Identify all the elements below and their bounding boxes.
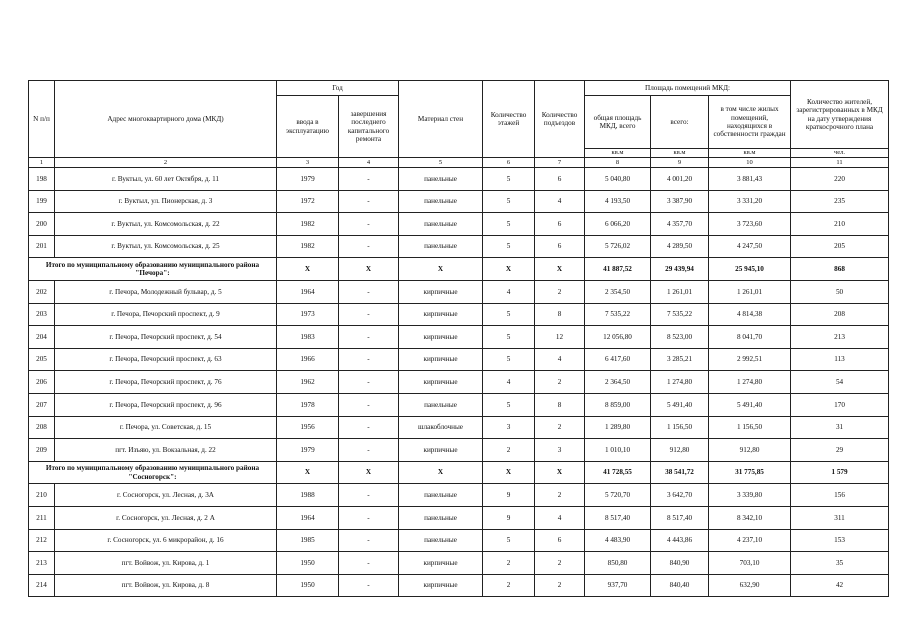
cell-repair: - bbox=[339, 574, 399, 597]
cell-residents: 153 bbox=[791, 529, 889, 552]
cell-area-citizens: 4 814,38 bbox=[709, 303, 791, 326]
cell-residents: 213 bbox=[791, 326, 889, 349]
cell-area-living: 29 439,94 bbox=[651, 258, 709, 281]
cell-n: 210 bbox=[29, 484, 55, 507]
cell-repair: - bbox=[339, 393, 399, 416]
column-number: 7 bbox=[535, 158, 585, 168]
cell-area-total: 1 289,80 bbox=[585, 416, 651, 439]
table-row bbox=[29, 484, 889, 507]
cell-area-total: 4 193,50 bbox=[585, 190, 651, 213]
cell-entrances: 4 bbox=[535, 190, 585, 213]
cell-residents: 170 bbox=[791, 393, 889, 416]
header-area-group: Площадь помещений МКД: bbox=[585, 81, 791, 96]
cell-address: г. Вуктыл, ул. 60 лет Октября, д. 11 bbox=[55, 168, 277, 191]
cell-area-citizens: 31 775,85 bbox=[709, 461, 791, 484]
cell-year: 1964 bbox=[277, 280, 339, 303]
cell-floors: 5 bbox=[483, 529, 535, 552]
column-number: 6 bbox=[483, 158, 535, 168]
unit-area-total: кв.м bbox=[585, 149, 651, 158]
table-row bbox=[29, 529, 889, 552]
cell-year: 1950 bbox=[277, 552, 339, 575]
cell-floors: 4 bbox=[483, 280, 535, 303]
cell-area-living: 840,90 bbox=[651, 552, 709, 575]
cell-entrances: 6 bbox=[535, 529, 585, 552]
header-year-repair: завершения последнего капитального ремонта bbox=[339, 96, 399, 158]
column-number: 5 bbox=[399, 158, 483, 168]
cell-floors: 5 bbox=[483, 213, 535, 236]
cell-floors: 2 bbox=[483, 574, 535, 597]
cell-n: 207 bbox=[29, 393, 55, 416]
cell-floors: 5 bbox=[483, 348, 535, 371]
cell-year: 1979 bbox=[277, 439, 339, 462]
cell-year: 1966 bbox=[277, 348, 339, 371]
cell-area-total: 6 066,20 bbox=[585, 213, 651, 236]
cell-area-total: 5 726,02 bbox=[585, 235, 651, 258]
cell-address: г. Сосногорск, ул. 6 микрорайон, д. 16 bbox=[55, 529, 277, 552]
cell-residents: 1 579 bbox=[791, 461, 889, 484]
cell-area-living: 4 443,86 bbox=[651, 529, 709, 552]
cell-repair: - bbox=[339, 213, 399, 236]
cell-n: 206 bbox=[29, 371, 55, 394]
table-body bbox=[29, 168, 889, 597]
cell-area-citizens: 4 247,50 bbox=[709, 235, 791, 258]
cell-n: 211 bbox=[29, 506, 55, 529]
cell-n: 201 bbox=[29, 235, 55, 258]
cell-repair: - bbox=[339, 348, 399, 371]
cell-year: X bbox=[277, 258, 339, 281]
cell-floors: 2 bbox=[483, 439, 535, 462]
cell-wall: X bbox=[399, 258, 483, 281]
cell-address: г. Печора, ул. Советская, д. 15 bbox=[55, 416, 277, 439]
cell-entrances: X bbox=[535, 258, 585, 281]
cell-area-living: 7 535,22 bbox=[651, 303, 709, 326]
cell-wall: кирпичные bbox=[399, 303, 483, 326]
cell-residents: 50 bbox=[791, 280, 889, 303]
cell-year: X bbox=[277, 461, 339, 484]
cell-floors: 5 bbox=[483, 326, 535, 349]
cell-area-total: 1 010,10 bbox=[585, 439, 651, 462]
cell-address: г. Печора, Печорский проспект, д. 96 bbox=[55, 393, 277, 416]
table-row bbox=[29, 348, 889, 371]
cell-repair: X bbox=[339, 461, 399, 484]
cell-year: 1962 bbox=[277, 371, 339, 394]
header-area-living-total: всего: bbox=[651, 96, 709, 149]
cell-area-total: 41 887,52 bbox=[585, 258, 651, 281]
cell-area-living: 8 523,00 bbox=[651, 326, 709, 349]
cell-address: пгт. Войвож, ул. Кирова, д. 1 bbox=[55, 552, 277, 575]
table-row bbox=[29, 574, 889, 597]
cell-repair: - bbox=[339, 168, 399, 191]
cell-wall: панельные bbox=[399, 529, 483, 552]
cell-area-citizens: 3 339,80 bbox=[709, 484, 791, 507]
document-page bbox=[28, 80, 888, 597]
cell-residents: 31 bbox=[791, 416, 889, 439]
cell-residents: 235 bbox=[791, 190, 889, 213]
cell-repair: - bbox=[339, 484, 399, 507]
column-number: 9 bbox=[651, 158, 709, 168]
cell-floors: 4 bbox=[483, 371, 535, 394]
cell-area-total: 5 720,70 bbox=[585, 484, 651, 507]
header-area-total: общая площадь МКД, всего bbox=[585, 96, 651, 149]
cell-repair: - bbox=[339, 280, 399, 303]
cell-n: 199 bbox=[29, 190, 55, 213]
cell-area-living: 4 289,50 bbox=[651, 235, 709, 258]
cell-n: 214 bbox=[29, 574, 55, 597]
cell-area-total: 8 517,40 bbox=[585, 506, 651, 529]
cell-area-living: 1 261,01 bbox=[651, 280, 709, 303]
cell-year: 1956 bbox=[277, 416, 339, 439]
cell-residents: 311 bbox=[791, 506, 889, 529]
cell-wall: панельные bbox=[399, 484, 483, 507]
unit-residents: чел. bbox=[791, 149, 889, 158]
cell-repair: - bbox=[339, 506, 399, 529]
cell-wall: кирпичные bbox=[399, 552, 483, 575]
table-row bbox=[29, 190, 889, 213]
cell-area-citizens: 703,10 bbox=[709, 552, 791, 575]
cell-n: 205 bbox=[29, 348, 55, 371]
cell-entrances: 2 bbox=[535, 484, 585, 507]
cell-area-total: 41 728,55 bbox=[585, 461, 651, 484]
unit-area-living-citizens: кв.м bbox=[709, 149, 791, 158]
cell-wall: кирпичные bbox=[399, 371, 483, 394]
table-row bbox=[29, 280, 889, 303]
cell-area-total: 2 354,50 bbox=[585, 280, 651, 303]
cell-area-living: 3 642,70 bbox=[651, 484, 709, 507]
cell-entrances: 2 bbox=[535, 280, 585, 303]
cell-year: 1979 bbox=[277, 168, 339, 191]
cell-area-total: 8 859,00 bbox=[585, 393, 651, 416]
column-number: 3 bbox=[277, 158, 339, 168]
cell-wall: кирпичные bbox=[399, 348, 483, 371]
cell-area-living: 4 357,70 bbox=[651, 213, 709, 236]
table-row bbox=[29, 371, 889, 394]
cell-address: г. Вуктыл, ул. Пионерская, д. 3 bbox=[55, 190, 277, 213]
subtotal-row bbox=[29, 258, 889, 281]
cell-entrances: 8 bbox=[535, 393, 585, 416]
header-floors: Количество этажей bbox=[483, 81, 535, 158]
cell-area-citizens: 4 237,10 bbox=[709, 529, 791, 552]
cell-floors: X bbox=[483, 258, 535, 281]
cell-residents: 156 bbox=[791, 484, 889, 507]
cell-repair: X bbox=[339, 258, 399, 281]
cell-n: 198 bbox=[29, 168, 55, 191]
cell-wall: шлакоблочные bbox=[399, 416, 483, 439]
subtotal-row bbox=[29, 461, 889, 484]
cell-area-living: 840,40 bbox=[651, 574, 709, 597]
cell-entrances: 6 bbox=[535, 168, 585, 191]
cell-wall: панельные bbox=[399, 168, 483, 191]
cell-area-citizens: 1 261,01 bbox=[709, 280, 791, 303]
header-year-group: Год bbox=[277, 81, 399, 96]
cell-floors: 5 bbox=[483, 190, 535, 213]
cell-entrances: 8 bbox=[535, 303, 585, 326]
column-number: 11 bbox=[791, 158, 889, 168]
cell-n: 203 bbox=[29, 303, 55, 326]
cell-year: 1982 bbox=[277, 235, 339, 258]
header-entrances: Количество подъездов bbox=[535, 81, 585, 158]
cell-residents: 205 bbox=[791, 235, 889, 258]
cell-area-total: 2 364,50 bbox=[585, 371, 651, 394]
cell-wall: кирпичные bbox=[399, 574, 483, 597]
cell-area-citizens: 8 342,10 bbox=[709, 506, 791, 529]
header-address: Адрес многоквартирного дома (МКД) bbox=[55, 81, 277, 158]
cell-area-living: 1 156,50 bbox=[651, 416, 709, 439]
cell-area-citizens: 632,90 bbox=[709, 574, 791, 597]
cell-floors: 5 bbox=[483, 235, 535, 258]
cell-area-citizens: 3 331,20 bbox=[709, 190, 791, 213]
cell-n: 202 bbox=[29, 280, 55, 303]
header-area-living-citizens: в том числе жилых помещений, находящихся в собственности граждан bbox=[709, 96, 791, 149]
column-number-row bbox=[29, 158, 889, 168]
cell-area-living: 5 491,40 bbox=[651, 393, 709, 416]
cell-area-living: 4 001,20 bbox=[651, 168, 709, 191]
cell-repair: - bbox=[339, 371, 399, 394]
cell-area-living: 8 517,40 bbox=[651, 506, 709, 529]
cell-address: г. Печора, Печорский проспект, д. 54 bbox=[55, 326, 277, 349]
cell-year: 1950 bbox=[277, 574, 339, 597]
unit-area-living-total: кв.м bbox=[651, 149, 709, 158]
cell-entrances: 2 bbox=[535, 416, 585, 439]
cell-address: пгт. Войвож, ул. Кирова, д. 8 bbox=[55, 574, 277, 597]
cell-address: г. Сосногорск, ул. Лесная, д. 2 А bbox=[55, 506, 277, 529]
cell-address: г. Печора, Печорский проспект, д. 63 bbox=[55, 348, 277, 371]
table-row bbox=[29, 506, 889, 529]
header-year-commission: ввода в эксплуатацию bbox=[277, 96, 339, 158]
cell-floors: 5 bbox=[483, 303, 535, 326]
cell-residents: 29 bbox=[791, 439, 889, 462]
cell-n: 204 bbox=[29, 326, 55, 349]
cell-address: г. Вуктыл, ул. Комсомольская, д. 22 bbox=[55, 213, 277, 236]
cell-n: 208 bbox=[29, 416, 55, 439]
table-row bbox=[29, 416, 889, 439]
header-wall: Материал стен bbox=[399, 81, 483, 158]
column-number: 10 bbox=[709, 158, 791, 168]
cell-area-citizens: 1 156,50 bbox=[709, 416, 791, 439]
cell-area-living: 912,80 bbox=[651, 439, 709, 462]
subtotal-label: Итого по муниципальному образованию муниципального района "Печора": bbox=[29, 258, 277, 281]
cell-wall: панельные bbox=[399, 190, 483, 213]
table-row bbox=[29, 168, 889, 191]
cell-entrances: 3 bbox=[535, 439, 585, 462]
cell-residents: 42 bbox=[791, 574, 889, 597]
subtotal-label: Итого по муниципальному образованию муниципального района "Сосногорск": bbox=[29, 461, 277, 484]
cell-area-citizens: 912,80 bbox=[709, 439, 791, 462]
cell-year: 1972 bbox=[277, 190, 339, 213]
cell-repair: - bbox=[339, 303, 399, 326]
cell-residents: 113 bbox=[791, 348, 889, 371]
cell-residents: 220 bbox=[791, 168, 889, 191]
cell-area-citizens: 3 723,60 bbox=[709, 213, 791, 236]
column-number: 2 bbox=[55, 158, 277, 168]
cell-floors: 9 bbox=[483, 484, 535, 507]
cell-repair: - bbox=[339, 439, 399, 462]
cell-entrances: 12 bbox=[535, 326, 585, 349]
cell-floors: 5 bbox=[483, 393, 535, 416]
cell-residents: 54 bbox=[791, 371, 889, 394]
column-number: 1 bbox=[29, 158, 55, 168]
cell-area-total: 4 483,90 bbox=[585, 529, 651, 552]
cell-address: г. Сосногорск, ул. Лесная, д. 3А bbox=[55, 484, 277, 507]
cell-year: 1988 bbox=[277, 484, 339, 507]
cell-area-total: 5 040,80 bbox=[585, 168, 651, 191]
cell-address: г. Печора, Печорский проспект, д. 76 bbox=[55, 371, 277, 394]
cell-floors: X bbox=[483, 461, 535, 484]
cell-floors: 3 bbox=[483, 416, 535, 439]
table-row bbox=[29, 303, 889, 326]
cell-residents: 208 bbox=[791, 303, 889, 326]
cell-repair: - bbox=[339, 235, 399, 258]
cell-area-living: 38 541,72 bbox=[651, 461, 709, 484]
cell-repair: - bbox=[339, 529, 399, 552]
cell-residents: 35 bbox=[791, 552, 889, 575]
cell-wall: кирпичные bbox=[399, 326, 483, 349]
cell-area-living: 1 274,80 bbox=[651, 371, 709, 394]
cell-entrances: 6 bbox=[535, 213, 585, 236]
cell-entrances: 6 bbox=[535, 235, 585, 258]
cell-year: 1982 bbox=[277, 213, 339, 236]
cell-residents: 868 bbox=[791, 258, 889, 281]
cell-year: 1973 bbox=[277, 303, 339, 326]
cell-area-citizens: 1 274,80 bbox=[709, 371, 791, 394]
cell-area-citizens: 3 881,43 bbox=[709, 168, 791, 191]
cell-year: 1983 bbox=[277, 326, 339, 349]
cell-area-total: 6 417,60 bbox=[585, 348, 651, 371]
cell-area-total: 937,70 bbox=[585, 574, 651, 597]
cell-area-living: 3 285,21 bbox=[651, 348, 709, 371]
cell-area-total: 7 535,22 bbox=[585, 303, 651, 326]
cell-n: 213 bbox=[29, 552, 55, 575]
cell-wall: кирпичные bbox=[399, 439, 483, 462]
cell-address: пгт. Изъяю, ул. Вокзальная, д. 22 bbox=[55, 439, 277, 462]
table-row bbox=[29, 552, 889, 575]
cell-wall: X bbox=[399, 461, 483, 484]
cell-year: 1978 bbox=[277, 393, 339, 416]
column-number: 8 bbox=[585, 158, 651, 168]
table-row bbox=[29, 326, 889, 349]
cell-repair: - bbox=[339, 190, 399, 213]
cell-entrances: 2 bbox=[535, 552, 585, 575]
cell-year: 1964 bbox=[277, 506, 339, 529]
cell-address: г. Печора, Печорский проспект, д. 9 bbox=[55, 303, 277, 326]
cell-wall: панельные bbox=[399, 213, 483, 236]
column-number: 4 bbox=[339, 158, 399, 168]
cell-area-citizens: 5 491,40 bbox=[709, 393, 791, 416]
cell-wall: кирпичные bbox=[399, 280, 483, 303]
header-residents: Количество жителей, зарегистрированных в МКД на дату утверждения краткосрочного плана bbox=[791, 81, 889, 149]
cell-entrances: 4 bbox=[535, 506, 585, 529]
cell-repair: - bbox=[339, 416, 399, 439]
cell-repair: - bbox=[339, 552, 399, 575]
cell-floors: 9 bbox=[483, 506, 535, 529]
cell-floors: 2 bbox=[483, 552, 535, 575]
cell-n: 212 bbox=[29, 529, 55, 552]
cell-n: 209 bbox=[29, 439, 55, 462]
table-row bbox=[29, 393, 889, 416]
cell-wall: панельные bbox=[399, 235, 483, 258]
cell-year: 1985 bbox=[277, 529, 339, 552]
cell-entrances: 2 bbox=[535, 371, 585, 394]
cell-entrances: X bbox=[535, 461, 585, 484]
cell-area-total: 12 056,80 bbox=[585, 326, 651, 349]
cell-entrances: 2 bbox=[535, 574, 585, 597]
table-row bbox=[29, 439, 889, 462]
table-row bbox=[29, 213, 889, 236]
cell-residents: 210 bbox=[791, 213, 889, 236]
header-n: N п/п bbox=[29, 81, 55, 158]
cell-repair: - bbox=[339, 326, 399, 349]
cell-area-citizens: 25 945,10 bbox=[709, 258, 791, 281]
cell-wall: панельные bbox=[399, 393, 483, 416]
table-row bbox=[29, 235, 889, 258]
cell-area-living: 3 387,90 bbox=[651, 190, 709, 213]
cell-area-citizens: 2 992,51 bbox=[709, 348, 791, 371]
cell-wall: панельные bbox=[399, 506, 483, 529]
table-header bbox=[29, 81, 889, 168]
mkd-table bbox=[28, 80, 889, 597]
cell-area-citizens: 8 041,70 bbox=[709, 326, 791, 349]
cell-area-total: 850,80 bbox=[585, 552, 651, 575]
cell-entrances: 4 bbox=[535, 348, 585, 371]
cell-address: г. Вуктыл, ул. Комсомольская, д. 25 bbox=[55, 235, 277, 258]
cell-floors: 5 bbox=[483, 168, 535, 191]
cell-address: г. Печора, Молодежный бульвар, д. 5 bbox=[55, 280, 277, 303]
cell-n: 200 bbox=[29, 213, 55, 236]
